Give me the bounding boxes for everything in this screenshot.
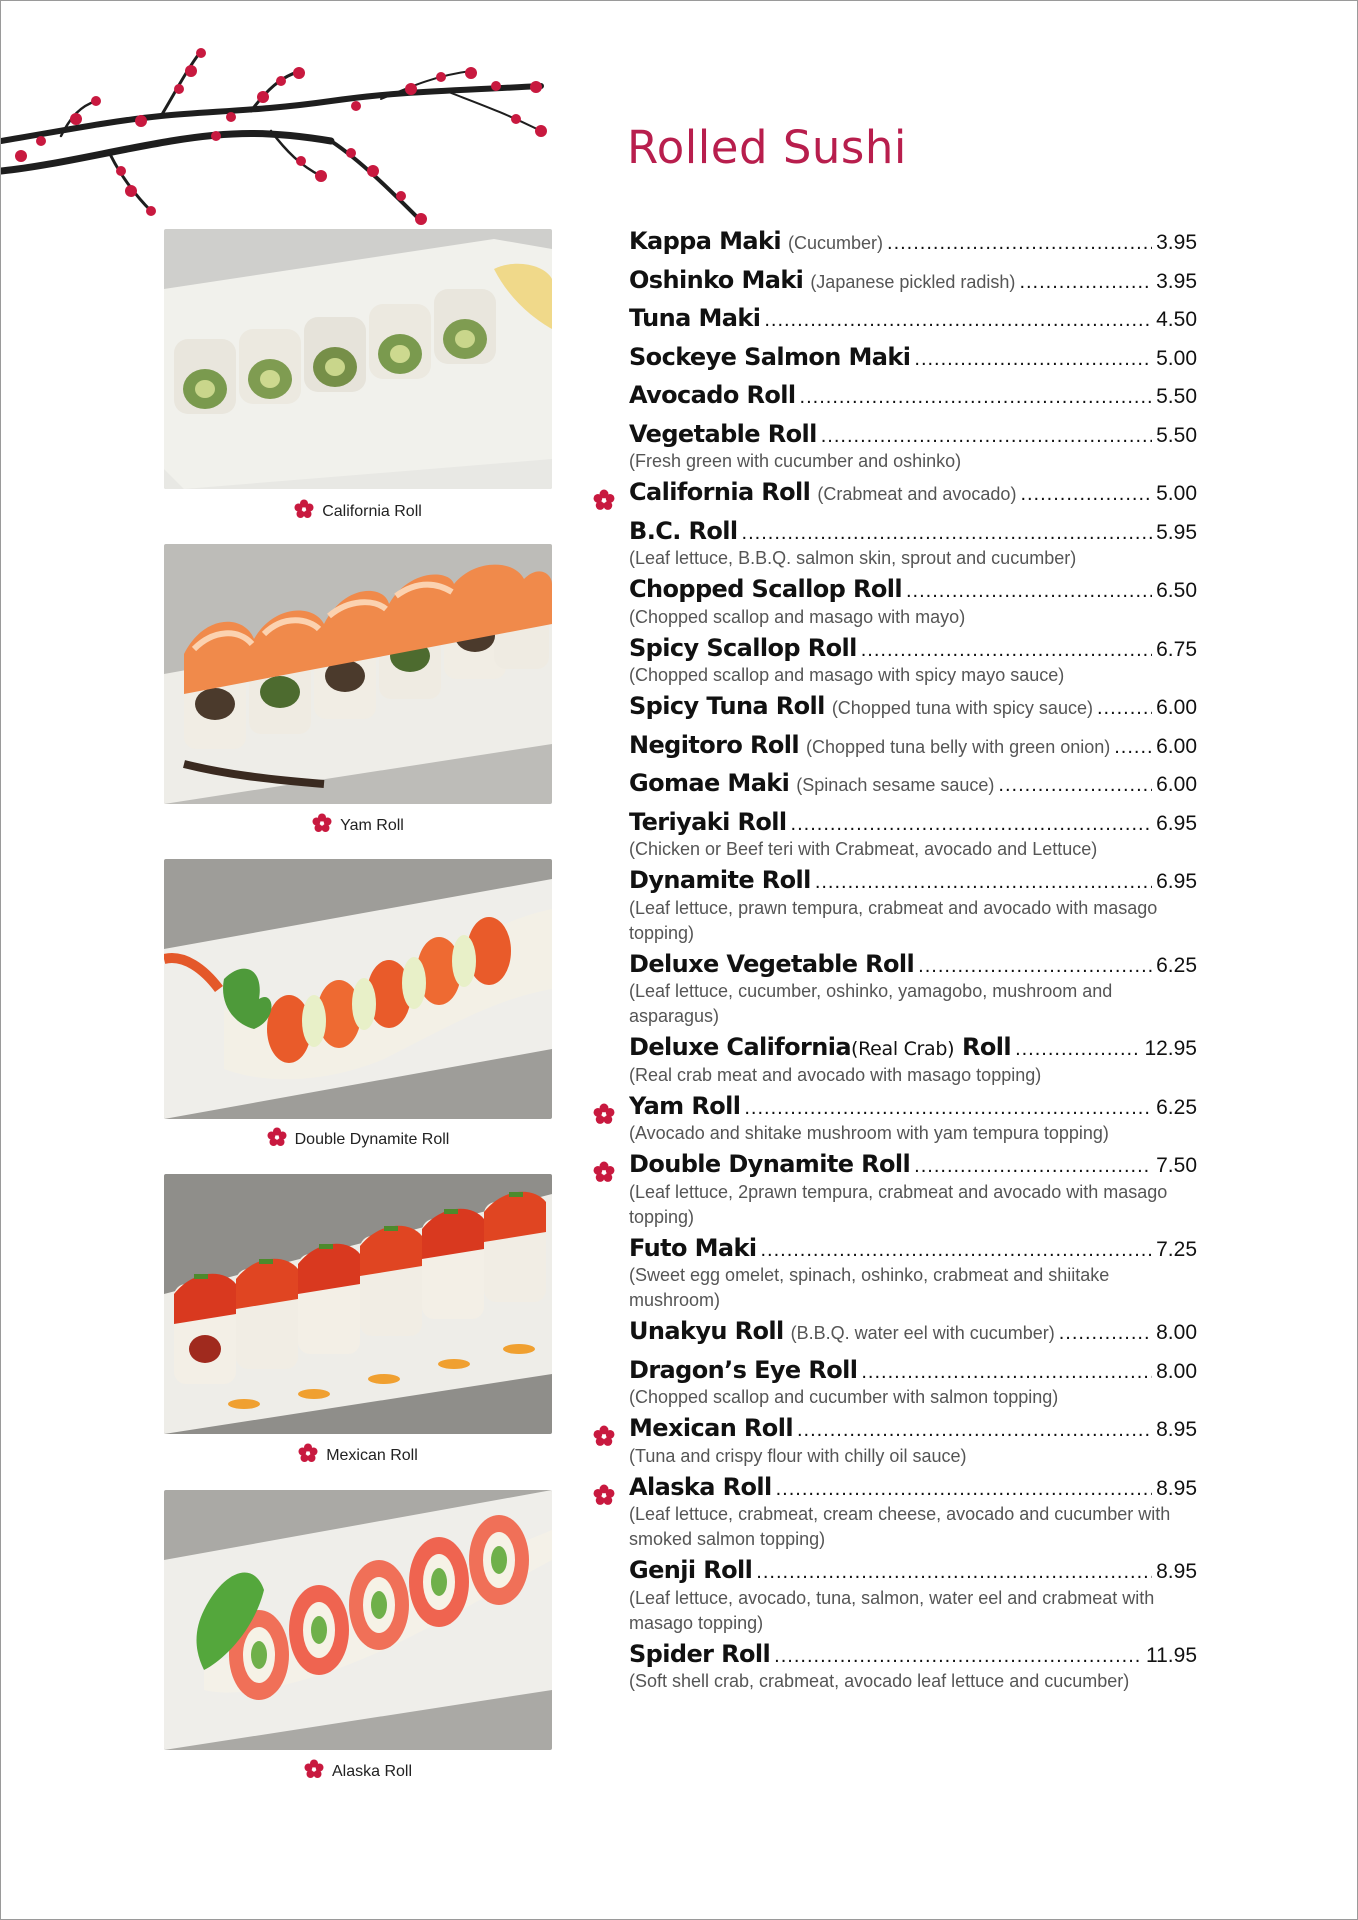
menu-item-description: (Avocado and shitake mushroom with yam tempura topping)	[629, 1123, 1109, 1143]
menu-item-description: (Chicken or Beef teri with Crabmeat, avocado and Lettuce)	[629, 839, 1098, 859]
menu-item-name: Dynamite Roll	[629, 866, 811, 894]
menu-item-name: Alaska Roll	[629, 1472, 772, 1501]
menu-item-price: 8.00	[1156, 1321, 1197, 1344]
leader-dots	[1114, 736, 1152, 759]
menu-item	[629, 343, 1197, 382]
menu-item	[629, 304, 1197, 343]
menu-item-name: California Roll	[629, 478, 811, 506]
leader-dots	[791, 813, 1153, 836]
menu-item-description: (Leaf lettuce, 2prawn tempura, crabmeat and avocado with masago topping)	[629, 1181, 1168, 1227]
leader-dots	[918, 955, 1152, 978]
leader-dots	[861, 639, 1152, 662]
leader-dots	[744, 1097, 1152, 1120]
menu-item-name: Spider Roll	[629, 1639, 771, 1668]
blossom-icon	[267, 1127, 287, 1147]
menu-item-note: (Cucumber)	[787, 233, 884, 253]
leader-dots	[797, 1419, 1152, 1442]
menu-item-row	[629, 227, 1197, 266]
menu-item-description: (Tuna and crispy flour with chilly oil sauce)	[629, 1445, 967, 1466]
menu-item-name: Yam Roll	[629, 1091, 741, 1120]
blossom-icon	[593, 1484, 615, 1506]
menu-item-price: 6.75	[1156, 637, 1197, 661]
menu-item-note: (Crabmeat and avocado)	[817, 484, 1017, 504]
menu-item-price: 8.95	[1156, 1476, 1197, 1500]
menu-item-price: 3.95	[1156, 231, 1197, 254]
menu-item-price: 5.50	[1156, 423, 1197, 447]
photo-caption: Alaska Roll	[164, 1759, 552, 1781]
menu-item-description: (Sweet egg omelet, spinach, oshinko, crabmeat and shiitake mushroom)	[629, 1265, 1110, 1310]
menu-item-description: (Leaf lettuce, crabmeat, cream cheese, avocado and cucumber with smoked salmon topping)	[629, 1504, 1171, 1549]
leader-dots	[774, 1645, 1142, 1668]
menu-item-row	[629, 731, 1197, 770]
menu-item-description: (Soft shell crab, crabmeat, avocado leaf lettuce and cucumber)	[629, 1671, 1130, 1691]
menu-item	[629, 478, 1197, 517]
menu-item-description: (Chopped scallop and cucumber with salmon topping)	[629, 1387, 1059, 1407]
leader-dots	[756, 1561, 1152, 1584]
blossom-icon	[304, 1759, 324, 1779]
menu-item-name: Avocado Roll	[629, 381, 796, 409]
menu-item-price: 5.50	[1156, 385, 1197, 408]
menu-item	[629, 866, 1197, 946]
menu-item	[629, 1640, 1197, 1695]
leader-dots	[815, 871, 1152, 894]
blossom-icon	[593, 489, 615, 511]
menu-item-name: Vegetable Roll	[629, 419, 817, 448]
photo-caption: Yam Roll	[164, 813, 552, 835]
menu-item-note: (Japanese pickled radish)	[810, 271, 1016, 292]
menu-item-price: 6.00	[1156, 773, 1197, 796]
menu-list	[629, 227, 1197, 1698]
photo-alaska-roll	[164, 1490, 552, 1750]
photo-caption: Double Dynamite Roll	[164, 1127, 552, 1149]
menu-item-price: 8.95	[1156, 1560, 1197, 1583]
menu-item-price: 5.00	[1156, 482, 1197, 505]
leader-dots	[1020, 483, 1152, 506]
menu-item-row	[629, 381, 1197, 420]
page-title: Rolled Sushi	[627, 121, 907, 174]
menu-item-name: Negitoro Roll	[629, 730, 800, 759]
menu-item	[629, 1234, 1197, 1314]
menu-item-price: 7.25	[1156, 1237, 1197, 1261]
menu-item-note: (B.B.Q. water eel with cucumber)	[790, 1323, 1055, 1343]
menu-item-name: Spicy Tuna Roll	[629, 692, 825, 720]
menu-item-name: Teriyaki Roll	[629, 807, 787, 836]
menu-item-price: 6.50	[1156, 579, 1197, 602]
menu-item	[629, 692, 1197, 731]
menu-item-description: (Leaf lettuce, B.B.Q. salmon skin, sprout and cucumber)	[629, 548, 1077, 568]
blossom-icon	[312, 813, 332, 833]
cherry-blossom-branch-icon	[1, 31, 581, 241]
menu-item	[629, 950, 1197, 1030]
blossom-icon	[593, 1103, 615, 1125]
menu-item	[629, 769, 1197, 808]
menu-item-price: 6.25	[1156, 1095, 1197, 1119]
menu-item-price: 6.25	[1156, 953, 1197, 977]
menu-item	[629, 420, 1197, 475]
menu-item-price: 6.95	[1156, 811, 1197, 835]
menu-item	[629, 1356, 1197, 1411]
menu-item-description: (Leaf lettuce, cucumber, oshinko, yamagobo, mushroom and asparagus)	[629, 981, 1113, 1026]
menu-item-description: (Real crab meat and avocado with masago topping)	[629, 1064, 1042, 1085]
menu-item-price: 5.00	[1156, 346, 1197, 370]
menu-item-row	[629, 1317, 1197, 1356]
menu-item-name: Deluxe California(Real Crab) Roll	[629, 1033, 1012, 1061]
menu-item-name: Tuna Maki	[629, 304, 761, 332]
menu-item-name: Sockeye Salmon Maki	[629, 342, 911, 371]
menu-item-row	[629, 266, 1197, 305]
menu-item-note: (Spinach sesame sauce)	[796, 775, 995, 795]
menu-item	[629, 227, 1197, 266]
leader-dots	[998, 774, 1152, 797]
menu-item	[629, 731, 1197, 770]
menu-item-price: 12.95	[1144, 1037, 1197, 1060]
leader-dots	[1019, 271, 1152, 294]
menu-item-price: 4.50	[1156, 308, 1197, 331]
menu-item-name: Genji Roll	[629, 1556, 753, 1584]
menu-item-description: (Fresh green with cucumber and oshinko)	[629, 451, 962, 471]
blossom-icon	[298, 1443, 318, 1463]
menu-item-description: (Leaf lettuce, avocado, tuna, salmon, water eel and crabmeat with masago topping)	[629, 1587, 1155, 1633]
menu-item-price: 6.00	[1156, 734, 1197, 758]
menu-item-note: (Chopped tuna with spicy sauce)	[831, 698, 1093, 718]
menu-item-name: Kappa Maki	[629, 227, 781, 255]
menu-item-name: Mexican Roll	[629, 1414, 793, 1442]
leader-dots	[742, 522, 1153, 545]
menu-item-row	[629, 343, 1197, 382]
leader-dots	[800, 386, 1153, 409]
menu-item-price: 8.00	[1156, 1359, 1197, 1383]
menu-item-name: Chopped Scallop Roll	[629, 575, 902, 603]
menu-item-name: Futo Maki	[629, 1233, 757, 1262]
photo-mexican-roll	[164, 1174, 552, 1434]
menu-item	[629, 1556, 1197, 1636]
menu-item-name: Deluxe Vegetable Roll	[629, 949, 915, 978]
menu-item-description: (Chopped scallop and masago with spicy mayo sauce)	[629, 665, 1065, 685]
photo-california-roll	[164, 229, 552, 489]
leader-dots	[914, 348, 1152, 371]
menu-item	[629, 808, 1197, 863]
menu-item-name: Spicy Scallop Roll	[629, 633, 857, 662]
menu-item	[629, 266, 1197, 305]
menu-item-price: 8.95	[1156, 1418, 1197, 1441]
menu-item-row	[629, 769, 1197, 808]
leader-dots	[1059, 1322, 1152, 1345]
leader-dots	[861, 1361, 1152, 1384]
menu-item-price: 11.95	[1146, 1643, 1197, 1667]
menu-item-price: 5.95	[1156, 520, 1197, 544]
blossom-icon	[294, 499, 314, 519]
menu-item-name: Gomae Maki	[629, 769, 790, 797]
menu-item	[629, 1150, 1197, 1230]
menu-item	[629, 1033, 1197, 1088]
leader-dots	[887, 232, 1152, 255]
photo-caption: Mexican Roll	[164, 1443, 552, 1465]
menu-item-name: Dragon’s Eye Roll	[629, 1355, 858, 1384]
leader-dots	[1015, 1038, 1140, 1061]
blossom-icon	[593, 1161, 615, 1183]
menu-item	[629, 381, 1197, 420]
menu-item	[629, 1473, 1197, 1553]
menu-item-name: Oshinko Maki	[629, 265, 804, 294]
menu-item-description: (Leaf lettuce, prawn tempura, crabmeat and avocado with masago topping)	[629, 897, 1158, 943]
menu-item-row	[629, 478, 1197, 517]
menu-item	[629, 575, 1197, 630]
leader-dots	[760, 1239, 1152, 1262]
photo-yam-roll	[164, 544, 552, 804]
leader-dots	[914, 1155, 1152, 1178]
leader-dots	[821, 425, 1152, 448]
menu-item-row	[629, 304, 1197, 343]
photo-double-dynamite-roll	[164, 859, 552, 1119]
menu-item-note: (Chopped tuna belly with green onion)	[806, 736, 1111, 757]
photo-caption: California Roll	[164, 499, 552, 521]
leader-dots	[906, 580, 1152, 603]
blossom-icon	[593, 1425, 615, 1447]
leader-dots	[764, 309, 1152, 332]
menu-item-row	[629, 692, 1197, 731]
menu-item-name: Unakyu Roll	[629, 1317, 784, 1345]
menu-item	[629, 1414, 1197, 1469]
menu-item	[629, 1092, 1197, 1147]
menu-item-price: 6.95	[1156, 870, 1197, 893]
menu-item	[629, 634, 1197, 689]
menu-item-price: 6.00	[1156, 696, 1197, 719]
menu-item-price: 3.95	[1156, 269, 1197, 293]
leader-dots	[776, 1478, 1153, 1501]
menu-item-description: (Chopped scallop and masago with mayo)	[629, 606, 966, 627]
leader-dots	[1097, 697, 1152, 720]
menu-item-name: B.C. Roll	[629, 516, 738, 545]
menu-item-price: 7.50	[1156, 1154, 1197, 1177]
menu-item-name: Double Dynamite Roll	[629, 1150, 911, 1178]
menu-item	[629, 517, 1197, 572]
menu-item	[629, 1317, 1197, 1356]
